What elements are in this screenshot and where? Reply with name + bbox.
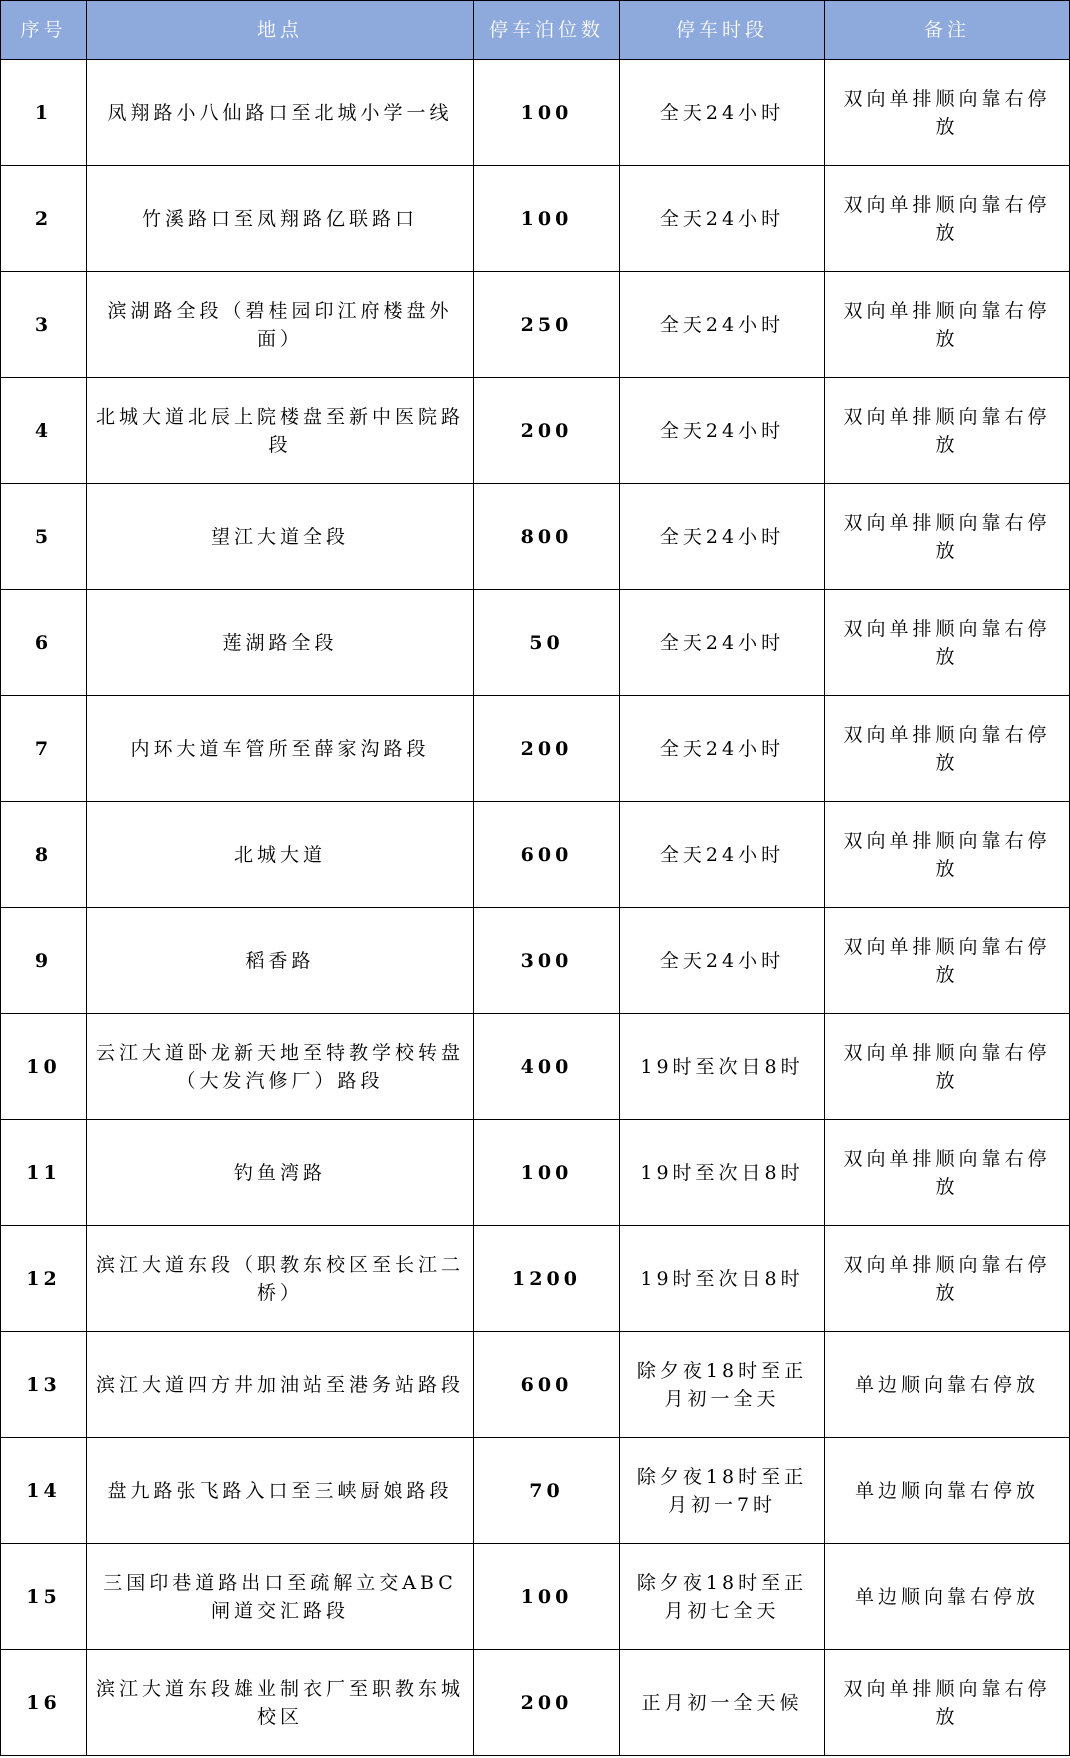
- cell-note: 双向单排顺向靠右停放: [825, 60, 1070, 166]
- cell-note: 双向单排顺向靠右停放: [825, 802, 1070, 908]
- cell-period: 除夕夜18时至正月初一全天: [620, 1332, 825, 1438]
- cell-index: 2: [1, 166, 87, 272]
- cell-index: 9: [1, 908, 87, 1014]
- cell-location: 滨湖路全段（碧桂园印江府楼盘外面）: [87, 272, 474, 378]
- cell-spaces: 400: [474, 1014, 620, 1120]
- cell-note: 双向单排顺向靠右停放: [825, 272, 1070, 378]
- cell-index: 5: [1, 484, 87, 590]
- cell-index: 14: [1, 1438, 87, 1544]
- cell-period: 19时至次日8时: [620, 1226, 825, 1332]
- cell-spaces: 600: [474, 802, 620, 908]
- cell-period: 全天24小时: [620, 908, 825, 1014]
- cell-location: 北城大道: [87, 802, 474, 908]
- cell-index: 4: [1, 378, 87, 484]
- cell-spaces: 800: [474, 484, 620, 590]
- cell-note: 单边顺向靠右停放: [825, 1544, 1070, 1650]
- cell-note: 双向单排顺向靠右停放: [825, 1120, 1070, 1226]
- cell-period: 全天24小时: [620, 272, 825, 378]
- cell-spaces: 100: [474, 1120, 620, 1226]
- cell-spaces: 200: [474, 1650, 620, 1756]
- cell-spaces: 100: [474, 1544, 620, 1650]
- table-row: [1, 166, 1070, 272]
- header-period: 停车时段: [620, 1, 825, 60]
- cell-period: 19时至次日8时: [620, 1014, 825, 1120]
- cell-location: 盘九路张飞路入口至三峡厨娘路段: [87, 1438, 474, 1544]
- cell-note: 双向单排顺向靠右停放: [825, 1650, 1070, 1756]
- header-note: 备注: [825, 1, 1070, 60]
- cell-index: 6: [1, 590, 87, 696]
- cell-note: 双向单排顺向靠右停放: [825, 166, 1070, 272]
- cell-period: 全天24小时: [620, 590, 825, 696]
- cell-index: 13: [1, 1332, 87, 1438]
- header-location: 地点: [87, 1, 474, 60]
- table-row: [1, 696, 1070, 802]
- cell-period: 19时至次日8时: [620, 1120, 825, 1226]
- header-index: 序号: [1, 1, 87, 60]
- cell-spaces: 200: [474, 378, 620, 484]
- cell-index: 7: [1, 696, 87, 802]
- cell-period: 除夕夜18时至正月初七全天: [620, 1544, 825, 1650]
- table-row: [1, 908, 1070, 1014]
- cell-period: 正月初一全天候: [620, 1650, 825, 1756]
- cell-location: 云江大道卧龙新天地至特教学校转盘（大发汽修厂）路段: [87, 1014, 474, 1120]
- cell-period: 全天24小时: [620, 378, 825, 484]
- cell-period: 除夕夜18时至正月初一7时: [620, 1438, 825, 1544]
- cell-location: 莲湖路全段: [87, 590, 474, 696]
- cell-location: 竹溪路口至凤翔路亿联路口: [87, 166, 474, 272]
- cell-spaces: 600: [474, 1332, 620, 1438]
- cell-period: 全天24小时: [620, 166, 825, 272]
- cell-period: 全天24小时: [620, 484, 825, 590]
- cell-spaces: 1200: [474, 1226, 620, 1332]
- table-row: [1, 484, 1070, 590]
- cell-spaces: 250: [474, 272, 620, 378]
- header-row: [1, 1, 1070, 60]
- cell-spaces: 100: [474, 60, 620, 166]
- cell-location: 望江大道全段: [87, 484, 474, 590]
- cell-note: 双向单排顺向靠右停放: [825, 1014, 1070, 1120]
- cell-index: 16: [1, 1650, 87, 1756]
- cell-spaces: 50: [474, 590, 620, 696]
- cell-location: 滨江大道东段（职教东校区至长江二桥）: [87, 1226, 474, 1332]
- table-row: [1, 1014, 1070, 1120]
- table-row: [1, 1332, 1070, 1438]
- cell-location: 稻香路: [87, 908, 474, 1014]
- table-row: [1, 1226, 1070, 1332]
- cell-note: 单边顺向靠右停放: [825, 1332, 1070, 1438]
- cell-index: 11: [1, 1120, 87, 1226]
- cell-location: 钓鱼湾路: [87, 1120, 474, 1226]
- cell-note: 双向单排顺向靠右停放: [825, 696, 1070, 802]
- cell-index: 1: [1, 60, 87, 166]
- cell-note: 双向单排顺向靠右停放: [825, 908, 1070, 1014]
- cell-spaces: 70: [474, 1438, 620, 1544]
- cell-index: 3: [1, 272, 87, 378]
- cell-note: 双向单排顺向靠右停放: [825, 590, 1070, 696]
- cell-index: 12: [1, 1226, 87, 1332]
- table-row: [1, 60, 1070, 166]
- cell-location: 滨江大道四方井加油站至港务站路段: [87, 1332, 474, 1438]
- table-row: [1, 1120, 1070, 1226]
- cell-index: 10: [1, 1014, 87, 1120]
- cell-index: 15: [1, 1544, 87, 1650]
- table-row: [1, 272, 1070, 378]
- cell-location: 凤翔路小八仙路口至北城小学一线: [87, 60, 474, 166]
- cell-note: 双向单排顺向靠右停放: [825, 378, 1070, 484]
- table-row: [1, 1438, 1070, 1544]
- cell-period: 全天24小时: [620, 60, 825, 166]
- header-spaces: 停车泊位数: [474, 1, 620, 60]
- cell-index: 8: [1, 802, 87, 908]
- cell-location: 滨江大道东段雄业制衣厂至职教东城校区: [87, 1650, 474, 1756]
- cell-note: 单边顺向靠右停放: [825, 1438, 1070, 1544]
- table-row: [1, 802, 1070, 908]
- cell-location: 三国印巷道路出口至疏解立交ABC闸道交汇路段: [87, 1544, 474, 1650]
- cell-location: 北城大道北辰上院楼盘至新中医院路段: [87, 378, 474, 484]
- cell-spaces: 100: [474, 166, 620, 272]
- cell-location: 内环大道车管所至薛家沟路段: [87, 696, 474, 802]
- cell-note: 双向单排顺向靠右停放: [825, 484, 1070, 590]
- table-row: [1, 1544, 1070, 1650]
- cell-note: 双向单排顺向靠右停放: [825, 1226, 1070, 1332]
- cell-period: 全天24小时: [620, 696, 825, 802]
- table-row: [1, 378, 1070, 484]
- table-row: [1, 1650, 1070, 1756]
- table-row: [1, 590, 1070, 696]
- cell-period: 全天24小时: [620, 802, 825, 908]
- cell-spaces: 200: [474, 696, 620, 802]
- cell-spaces: 300: [474, 908, 620, 1014]
